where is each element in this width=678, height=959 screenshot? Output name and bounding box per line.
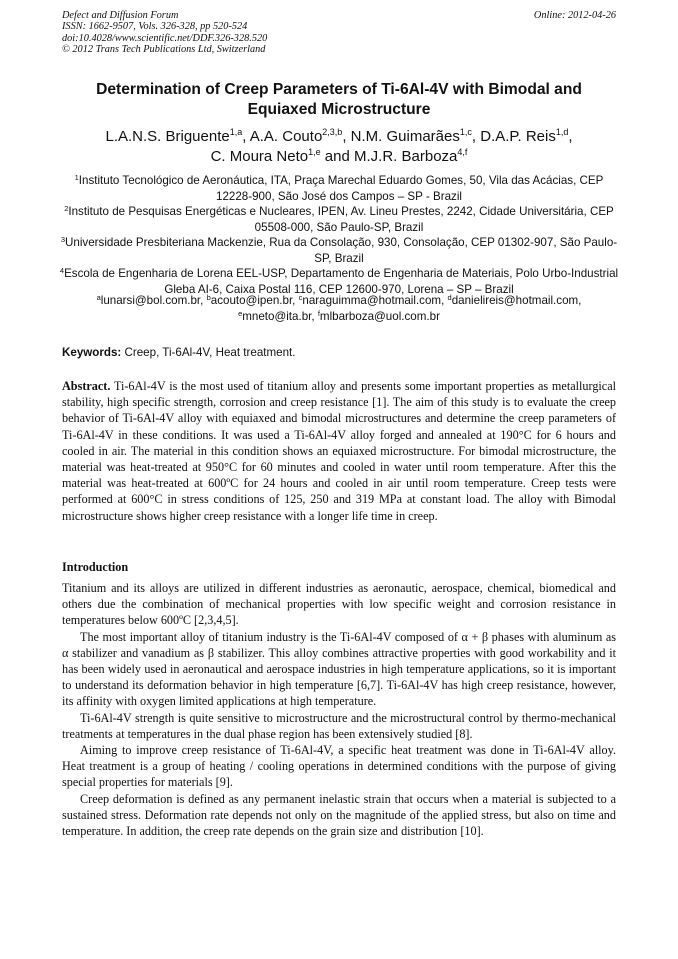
abstract: [62, 378, 616, 524]
keywords-line: [62, 345, 616, 360]
online-date: Online: 2012-04-26: [533, 10, 616, 21]
author-list: [62, 127, 616, 167]
author: N.M. Guimarães$^{1,c}$,: [350, 127, 481, 145]
author: C. Moura Neto$^{1,e}$ and: [210, 147, 355, 165]
author: M.J.R. Barboza$^{4,f}$: [354, 147, 468, 165]
abstract-text: Ti-6Al-4V is the most used of titanium alloy and presents some important properties as metallurgical stability, high specific strength, corrosion and creep resistance [1]. The aim of this study is to evaluate the creep behavior of Ti-6Al-4V alloy with equiaxed and bimodal microstructures and determine the creep parameters of Ti-6Al-4V in these conditions. It was used a Ti-6Al-4V alloy forged and annealed at 190°C for 6 hours and cooled in air. The material in this condition shows an equiaxed microstructure. For bimodal microstructure, the material was heat-treated at 950°C for 60 minutes and cooled in water until room temperature. After this the material was heat-treated at 600ºC for 24 hours and cooled in air until room temperature. Creep tests were performed at 600°C in stress conditions of 125, 250 and 319 MPa at constant load. The alloy with Bimodal microstructure shows higher creep resistance with a longer life time in creep.: [62, 379, 616, 523]
author: A.A. Couto$^{2,3,b}$,: [249, 127, 351, 145]
author: D.A.P. Reis$^{1,d}$,: [480, 127, 573, 145]
keywords-text: Creep, Ti-6Al-4V, Heat treatment.: [121, 346, 296, 359]
paragraph: Titanium and its alloys are utilized in different industries as aeronautic, aerospace, chemical, biomedical and others due the combination of mechanical properties with low specific weight and corrosion resistance in temperatures below 600ºC [2,3,4,5].: [62, 581, 616, 628]
affiliation: $^2$Instituto de Pesquisas Energéticas e Nucleares, IPEN, Av. Lineu Prestes, 2242, Cidade Universitária, CEP 05508-000, São Paulo-SP, Brazil: [64, 204, 614, 234]
abstract-label: Abstract.: [62, 379, 111, 393]
affiliation: $^4$Escola de Engenharia de Lorena EEL-USP, Departamento de Engenharia de Materiais, Polo Urbo-Industrial Gleba AI-6, Caixa Postal 116, CEP 12600-970, Lorena – SP – Brazil: [59, 266, 619, 296]
paragraph: Creep deformation is defined as any permanent inelastic strain that occurs when a material is subjected to a sustained stress. Deformation rate depends not only on the magnitude of the applied stress, but also on time and temperature. In addition, the creep rate depends on the grain size and distribution [10].: [62, 791, 616, 839]
paragraph: Aiming to improve creep resistance of Ti-6Al-4V, a specific heat treatment was done in Ti-6Al-4V alloy. Heat treatment is a group of heating / cooling operations in determined conditions with the purpose of giving special properties for materials [9].: [62, 743, 616, 790]
keywords-label: Keywords:: [62, 346, 122, 359]
paper-title: Determination of Creep Parameters of Ti-6Al-4V with Bimodal and Equiaxed Microstructure: [96, 81, 582, 118]
email: $^a$lunarsi@bol.com.br,: [96, 293, 207, 307]
email: $^c$naraguimma@hotmail.com,: [298, 293, 448, 307]
email: $^d$danielireis@hotmail.com,: [447, 293, 582, 307]
author: L.A.N.S. Briguente$^{1,a}$,: [105, 127, 250, 145]
affiliation-list: [58, 173, 620, 297]
introduction-body: [62, 580, 616, 839]
affiliation: $^1$Instituto Tecnológico de Aeronáutica, ITA, Praça Marechal Eduardo Gomes, 50, Vila das Acácias, CEP 12228-900, São José dos Campos – SP - Brazil: [74, 173, 604, 203]
email: $^f$mlbarboza@uol.com.br: [317, 309, 440, 323]
affiliation: $^3$Universidade Presbiteriana Mackenzie, Rua da Consolação, 930, Consolação, CEP 01302-907, São Paulo-SP, Brazil: [60, 235, 618, 265]
journal-name: Defect and Diffusion Forum: [62, 10, 179, 21]
journal-header: [62, 10, 616, 56]
paragraph: Ti-6Al-4V strength is quite sensitive to microstructure and the microstructural control by thermo-mechanical treatments at temperatures in the dual phase region has been extensively studied [8].: [62, 710, 616, 741]
journal-doi: doi:10.4028/www.scientific.net/DDF.326-328.520: [62, 32, 268, 44]
section-heading-introduction: Introduction: [62, 560, 129, 574]
email: $^e$mneto@ita.br,: [238, 309, 318, 323]
journal-copyright: © 2012 Trans Tech Publications Ltd, Switzerland: [62, 44, 266, 56]
paragraph: The most important alloy of titanium industry is the Ti-6Al-4V composed of α + β phases with aluminum as α stabilizer and vanadium as β stabilizer. This alloy combines attractive properties with good workability and it has been widely used in aeronautical and aerospace industries in high temperature applications, so it is important to understand its deformation behavior in high temperature [6,7]. Ti-6Al-4V has high creep resistance, however, its affinity with oxygen limited applications at high temperature.: [62, 629, 616, 709]
journal-issn: ISSN: 1662-9507, Vols. 326-328, pp 520-524: [62, 21, 248, 33]
email: $^b$acouto@ipen.br,: [206, 293, 299, 307]
email-list: [58, 293, 620, 325]
